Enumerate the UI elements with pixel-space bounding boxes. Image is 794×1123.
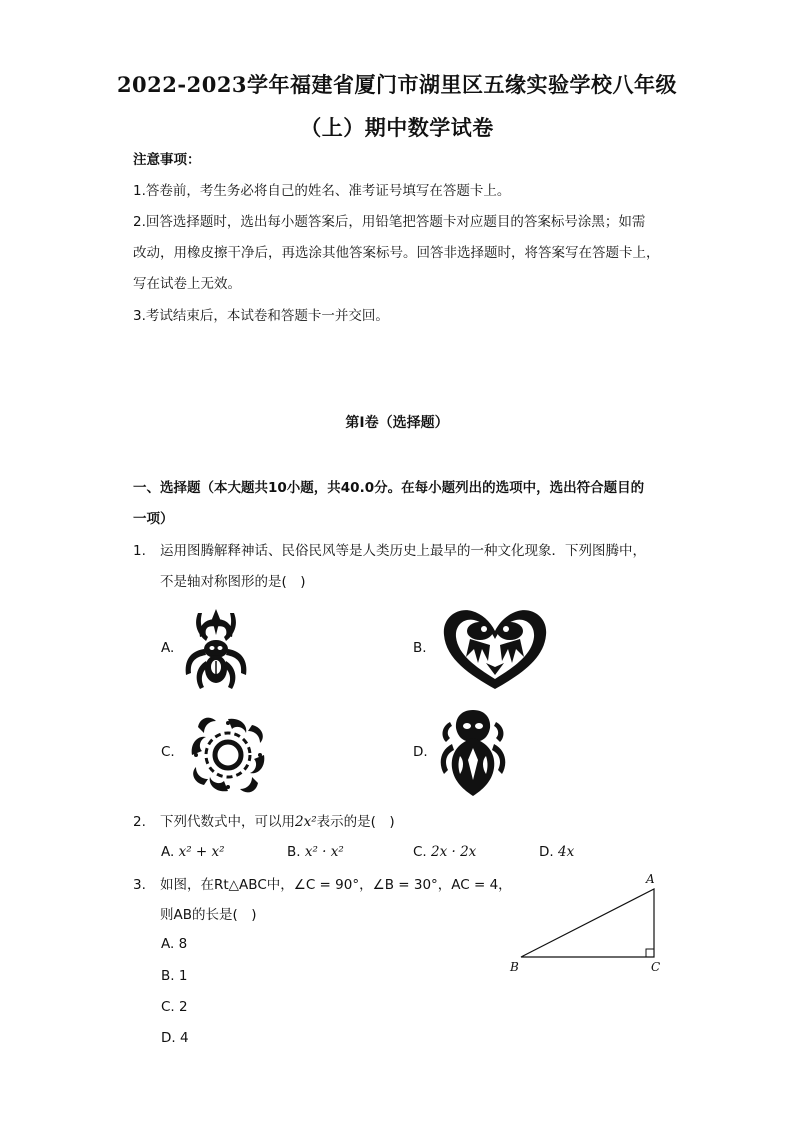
q3-option-d: D. 4 [161, 1030, 189, 1046]
q2-option-c [413, 844, 476, 860]
triangle-figure [505, 868, 675, 978]
vertex-label-a: A [646, 872, 655, 886]
q2-option-a [161, 844, 225, 860]
q2-option-b-label: B. [287, 844, 301, 860]
totem-a-spider-image [176, 605, 256, 693]
question-3-text-line1: 如图，在Rt△ABC中，∠C = 90°，∠B = 30°，AC = 4， [160, 877, 512, 893]
q1-option-c-label: C. [161, 744, 175, 760]
document-title-line1: 2022-2023学年福建省厦门市湖里区五缘实验学校八年级 [116, 72, 678, 97]
question-2-text [160, 812, 395, 832]
section-1-heading-line1: 一、选择题（本大题共10小题，共40.0分。在每小题列出的选项中，选出符合题目的 [133, 480, 645, 496]
question-2-number: 2. [133, 814, 146, 830]
vertex-label-c: C [651, 960, 661, 974]
q3-option-a: A. 8 [161, 936, 188, 952]
q2-option-a-expression: x² + x² [178, 844, 225, 860]
totem-b-fish-heart-image [440, 605, 550, 691]
q1-option-b-label: B. [413, 640, 427, 656]
q2-option-d-expression: 4x [557, 844, 575, 860]
totem-c-circular-dragon-image [186, 713, 270, 797]
q3-option-c: C. 2 [161, 999, 188, 1015]
question-1-text-line1: 运用图腾解释神话、民俗民风等是人类历史上最早的一种文化现象．下列图腾中， [160, 543, 646, 559]
notice-item-2-line2: 改动，用橡皮擦干净后，再选涂其他答案标号。回答非选择题时，将答案写在答题卡上， [133, 245, 660, 261]
question-3-text-line2: 则AB的长是( ) [160, 907, 257, 923]
q2-option-b-expression: x² · x² [304, 844, 344, 860]
question-1-text-line2: 不是轴对称图形的是( ) [160, 574, 306, 590]
vertex-label-b: B [510, 960, 519, 974]
document-title-line2: （上）期中数学试卷 [300, 115, 494, 140]
q2-option-c-expression: 2x · 2x [431, 844, 477, 860]
q2-option-c-label: C. [413, 844, 427, 860]
question-2-text-pre: 下列代数式中，可以用 [160, 814, 295, 830]
volume-title: 第I卷（选择题） [345, 415, 449, 431]
question-2-text-post: 表示的是( ) [316, 814, 395, 830]
notice-item-1: 1.答卷前，考生务必将自己的姓名、准考证号填写在答题卡上。 [133, 183, 511, 199]
question-2-expression: 2x² [295, 814, 317, 830]
totem-d-tribal-image [438, 708, 508, 798]
q2-option-a-label: A. [161, 844, 175, 860]
notice-item-2-line1: 2.回答选择题时，选出每小题答案后，用铅笔把答题卡对应题目的答案标号涂黑；如需 [133, 214, 646, 230]
notice-item-2-line3: 写在试卷上无效。 [133, 276, 241, 292]
question-3-number: 3. [133, 877, 146, 893]
triangle-abc [521, 889, 654, 957]
q2-option-b [287, 844, 344, 860]
notice-item-3: 3.考试结束后，本试卷和答题卡一并交回。 [133, 308, 389, 324]
q2-option-d [539, 844, 574, 860]
notice-heading: 注意事项： [133, 152, 201, 168]
section-1-heading-line2: 一项） [133, 511, 174, 527]
q2-option-d-label: D. [539, 844, 554, 860]
right-angle-mark [646, 949, 654, 957]
q3-option-b: B. 1 [161, 968, 188, 984]
q1-option-a-label: A. [161, 640, 175, 656]
q1-option-d-label: D. [413, 744, 428, 760]
question-1-number: 1. [133, 543, 146, 559]
